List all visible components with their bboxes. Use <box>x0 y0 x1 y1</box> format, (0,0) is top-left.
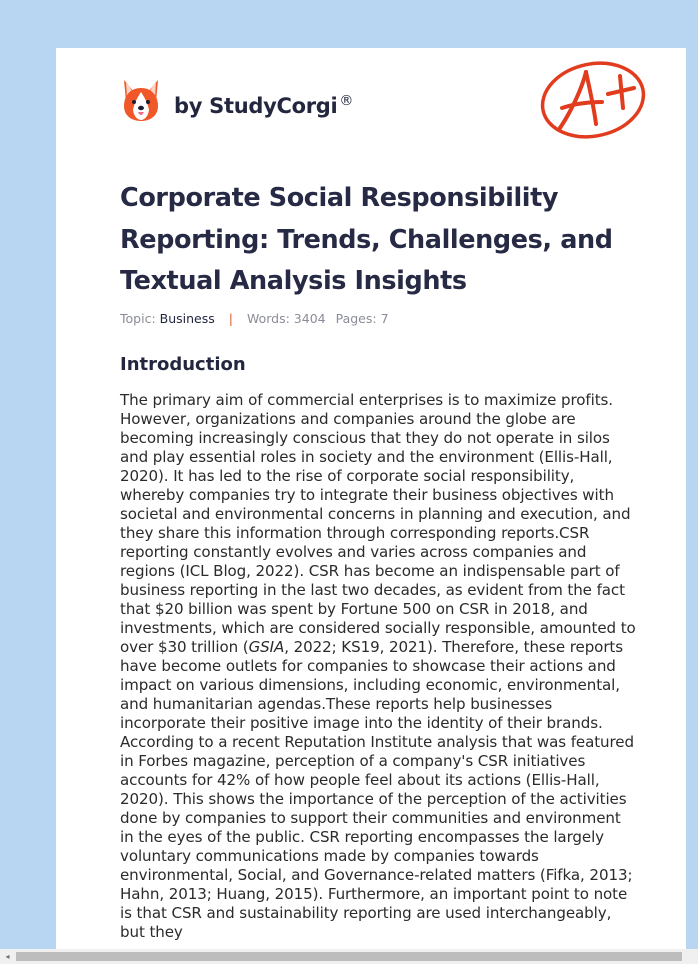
document-meta <box>120 311 389 326</box>
words-count: 3404 <box>293 311 326 326</box>
topic-label: Topic: <box>120 311 156 326</box>
brand-name-text: by StudyCorgi <box>174 93 338 118</box>
paragraph-italic: GSIA <box>248 638 285 656</box>
topic-link[interactable]: Business <box>159 311 215 326</box>
section-heading: Introduction <box>120 354 246 375</box>
scroll-thumb[interactable] <box>16 952 682 961</box>
paragraph-part-2: , 2022; KS19, 2021). Therefore, these reports have become outlets for companies to showcase their actions and impact on various dimensions, including economic, environmental, and humanitarian agendas.These reports help businesses incorporate their positive image into the identity of their brands. According to a recent Reputation Institute analysis that was featured in Forbes magazine, perception of a company's CSR initiatives accounts for 42% of how people feel about its actions (Ellis-Hall, 2020). This shows the importance of the perception of the activities done by companies to support their communities and environment in the eyes of the public. CSR reporting encompasses the largely voluntary communications made by companies towards environmental, Social, and Governance-related matters (Fifka, 2013; Hahn, 2013; Huang, 2015). Furthermore, an important point to note is that CSR and sustainability reporting are used interchangeably, but they <box>120 638 634 941</box>
brand-name <box>174 93 353 118</box>
meta-separator: | <box>228 311 233 326</box>
paragraph-part-1: The primary aim of commercial enterprises is to maximize profits. However, organizations and companies around the globe are becoming increasingly conscious that they do not operate in silos and play essential roles in society and the environment (Ellis-Hall, 2020). It has led to the rise of corporate social responsibility, whereby companies try to integrate their business objectives with societal and environmental concerns in planning and execution, and they share this information through corresponding reports.CSR reporting constantly evolves and varies across companies and regions (ICL Blog, 2022). CSR has become an indispensable part of business reporting in the last two decades, as evident from the fact that $20 billion was spent by Fortune 500 on CSR in 2018, and investments, which are considered socially responsible, amounted to over $30 trillion ( <box>120 391 636 656</box>
horizontal-scrollbar[interactable] <box>0 949 698 964</box>
brand-logo[interactable] <box>120 76 353 126</box>
document-page <box>56 48 686 952</box>
document-title: Corporate Social Responsibility Reporting: Trends, Challenges, and Textual Analysis Insights <box>120 183 613 296</box>
grade-a-plus-icon <box>538 58 648 140</box>
corgi-logo-icon <box>120 78 162 124</box>
scroll-left-arrow-icon[interactable]: ◂ <box>5 952 10 961</box>
registered-mark: ® <box>339 92 354 109</box>
words-label: Words: <box>246 311 290 326</box>
intro-paragraph <box>120 391 636 942</box>
pages-count: 7 <box>380 311 389 326</box>
pages-label: Pages: <box>335 311 377 326</box>
